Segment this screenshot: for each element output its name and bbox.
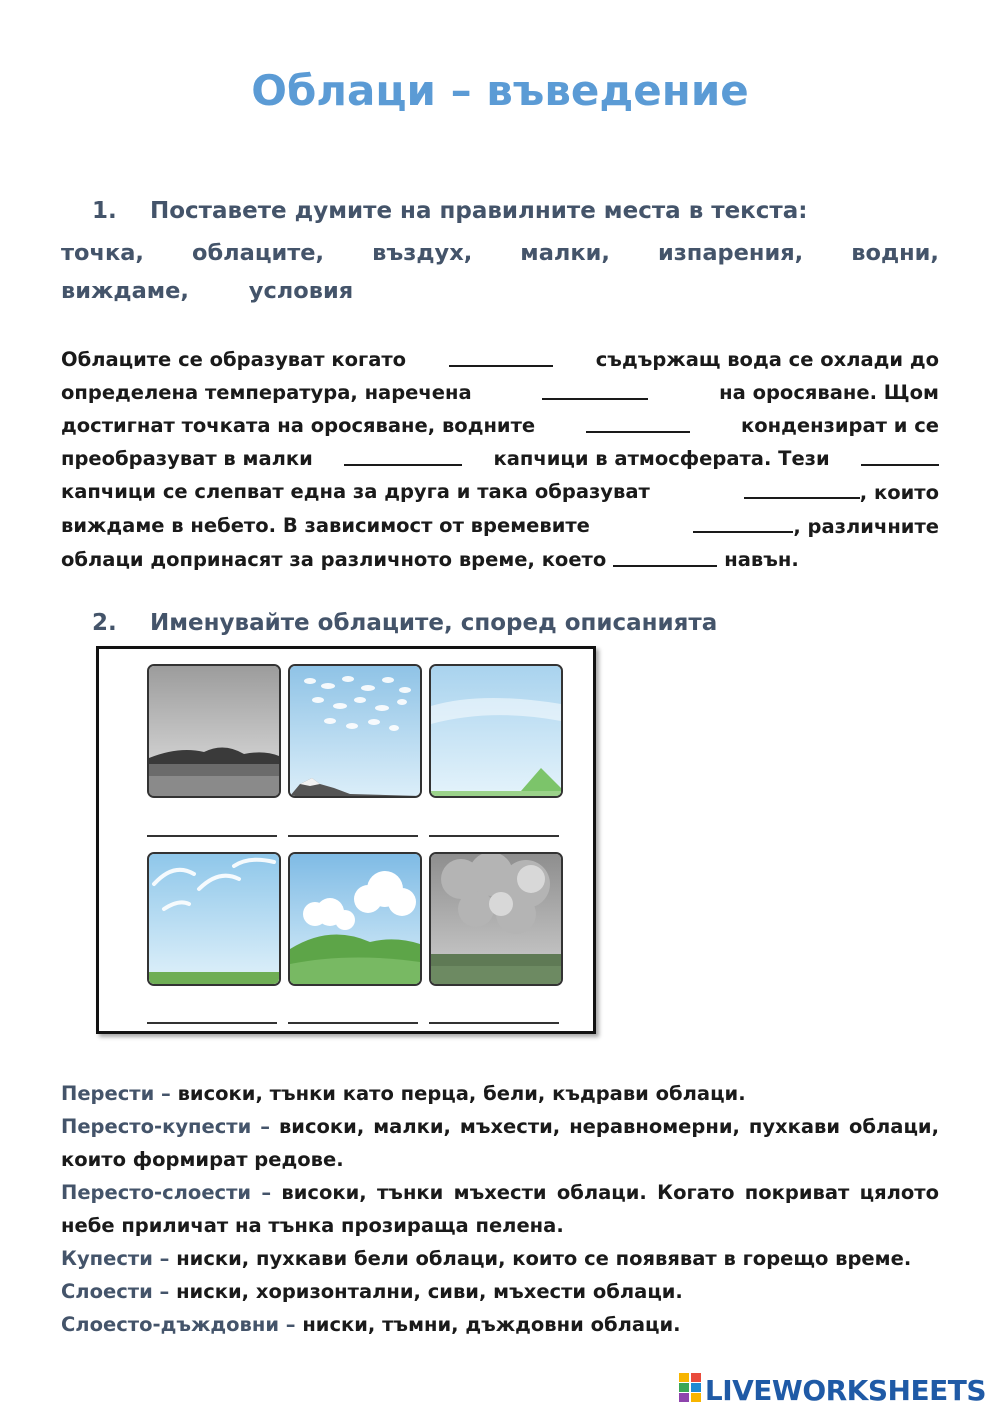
- word-bank-item: изпарения,: [657, 240, 804, 266]
- answer-line[interactable]: [147, 1022, 277, 1024]
- paragraph-text: Облаците се образуват когато: [61, 348, 407, 371]
- definition-item: [61, 1308, 939, 1341]
- answer-blank[interactable]: [344, 442, 462, 466]
- definition-term: Перести –: [61, 1082, 171, 1105]
- word-bank-item: точка,: [61, 240, 144, 266]
- cloud-definitions: [61, 1077, 939, 1341]
- definition-text: високи, тънки мъхести облаци. Когато покриват цялото небе приличат на тънка прозираща пелена.: [61, 1181, 939, 1237]
- answer-blank[interactable]: [744, 475, 860, 499]
- task1-number: 1.: [92, 198, 117, 224]
- answer-line[interactable]: [288, 835, 418, 837]
- cloud-picture-cirrus: [147, 852, 281, 986]
- word-bank-row-2: [61, 272, 939, 310]
- definition-term: Пересто-купести –: [61, 1115, 270, 1138]
- definition-item: [61, 1176, 939, 1242]
- definition-item: [61, 1242, 939, 1275]
- cloud-picture-cirrocumulus: [288, 664, 422, 798]
- task2-number: 2.: [92, 610, 117, 636]
- answer-blank[interactable]: [542, 376, 648, 400]
- cloud-pictures-panel: [96, 646, 596, 1034]
- paragraph-text: определена температура, наречена: [61, 381, 472, 404]
- answer-blank[interactable]: [861, 442, 939, 466]
- paragraph-text: съдържащ вода се охлади до: [595, 348, 939, 371]
- definition-text: високи, малки, мъхести, неравномерни, пухкави облаци, които формират редове.: [61, 1115, 939, 1171]
- paragraph-text: кондензират и се: [740, 414, 939, 437]
- word-bank-item: въздух,: [372, 240, 473, 266]
- paragraph-text: достигнат точката на оросяване, водните: [61, 414, 536, 437]
- definition-term: Слоести –: [61, 1280, 170, 1303]
- task2-heading: [92, 610, 717, 636]
- answer-line[interactable]: [147, 835, 277, 837]
- word-bank-item: облаците,: [191, 240, 325, 266]
- logo-text: LIVEWORKSHEETS: [704, 1373, 986, 1407]
- answer-blank[interactable]: [586, 409, 690, 433]
- liveworksheets-logo: [679, 1372, 986, 1408]
- task2-heading-text: Именувайте облаците, според описанията: [150, 610, 718, 636]
- definition-text: ниски, хоризонтални, сиви, мъхести облаци.: [169, 1280, 683, 1303]
- word-bank-item: малки,: [520, 240, 610, 266]
- definition-text: ниски, пухкави бели облаци, които се появяват в горещо време.: [169, 1247, 912, 1270]
- definition-text: високи, тънки като перца, бели, къдрави облаци.: [170, 1082, 746, 1105]
- word-bank-item: условия: [248, 278, 354, 304]
- definition-item: [61, 1077, 939, 1110]
- task1-heading: [92, 198, 807, 224]
- definition-term: Пересто-слоести –: [61, 1181, 272, 1204]
- paragraph-text: облаци допринасят за различното време, което: [61, 548, 607, 571]
- definition-term: Купести –: [61, 1247, 170, 1270]
- cloud-picture-stratus: [147, 664, 281, 798]
- definition-item: [61, 1110, 939, 1176]
- task1-heading-text: Поставете думите на правилните места в текста:: [150, 198, 808, 224]
- definition-item: [61, 1275, 939, 1308]
- paragraph-text: капчици се слепват една за друга и така образуват: [61, 480, 650, 503]
- word-bank: [61, 234, 939, 310]
- paragraph-text: , различните: [793, 515, 939, 538]
- definition-text: ниски, тъмни, дъждовни облаци.: [295, 1313, 681, 1336]
- fill-in-paragraph: [61, 343, 939, 576]
- liveworksheets-logo-icon: [679, 1373, 701, 1407]
- paragraph-text: навън.: [724, 548, 799, 571]
- answer-blank[interactable]: [693, 509, 793, 533]
- page-title: Облаци – въведение: [251, 66, 749, 115]
- answer-line[interactable]: [429, 1022, 559, 1024]
- cloud-picture-nimbostratus: [429, 852, 563, 986]
- answer-blank[interactable]: [449, 343, 553, 367]
- answer-blank[interactable]: [613, 543, 717, 567]
- definition-term: Слоесто-дъждовни –: [61, 1313, 296, 1336]
- word-bank-item: виждаме,: [61, 278, 189, 304]
- paragraph-text: преобразуват в малки: [61, 447, 313, 470]
- paragraph-text: капчици в атмосферата. Тези: [493, 447, 830, 470]
- paragraph-text: виждаме в небето. В зависимост от времевите: [61, 514, 590, 537]
- word-bank-item: водни,: [851, 240, 939, 266]
- cloud-picture-cirrostratus: [429, 664, 563, 798]
- answer-line[interactable]: [288, 1022, 418, 1024]
- word-bank-row-1: [61, 234, 939, 272]
- paragraph-text: , които: [859, 481, 939, 504]
- paragraph-text: на оросяване. Щом: [719, 381, 939, 404]
- answer-line[interactable]: [429, 835, 559, 837]
- cloud-picture-cumulus: [288, 852, 422, 986]
